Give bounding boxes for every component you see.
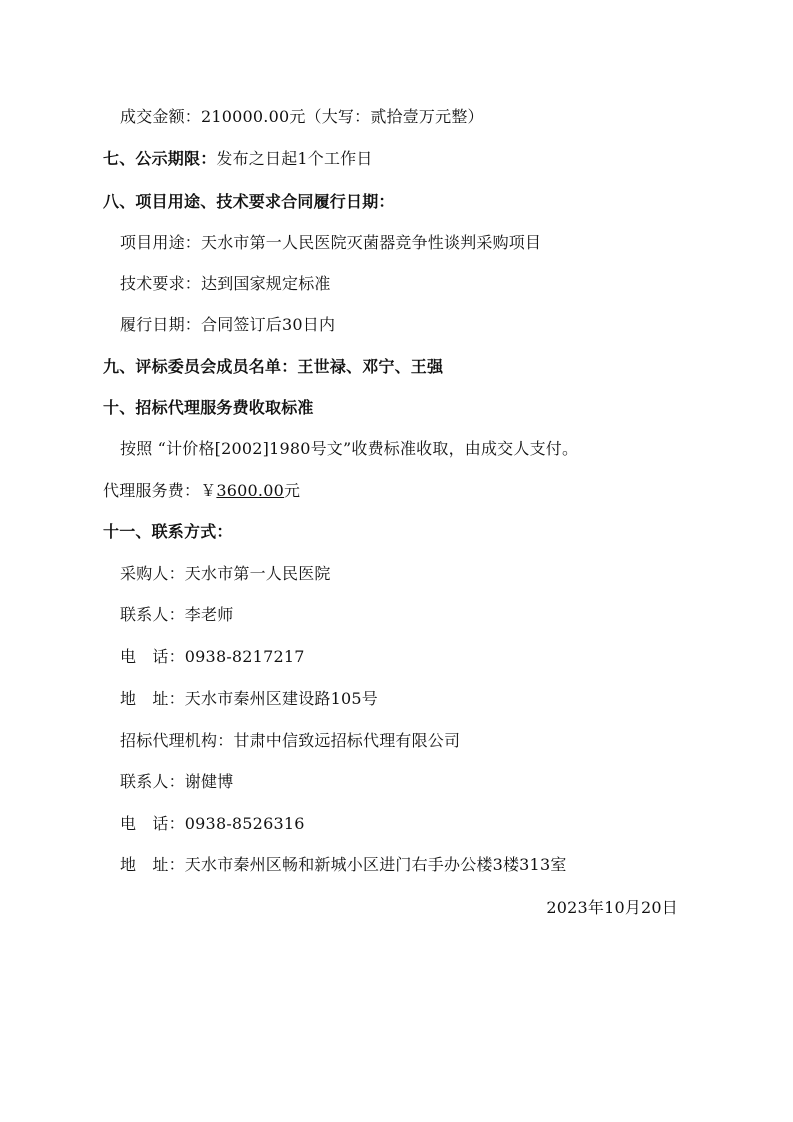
section-8-heading: 八、项目用途、技术要求合同履行日期： [103, 192, 395, 211]
project-purpose: 项目用途：天水市第一人民医院灭菌器竞争性谈判采购项目 [120, 233, 542, 252]
section-10-heading: 十、招标代理服务费收取标准 [103, 398, 314, 417]
section-7-text: 发布之日起1个工作日 [216, 149, 373, 168]
agency-phone: 电 话：0938-8526316 [120, 814, 305, 833]
agency-fee-unit: 元 [283, 481, 301, 500]
fee-standard: 按照 “计价格[2002]1980号文”收费标准收取，由成交人支付。 [120, 439, 579, 458]
section-11-heading: 十一、联系方式： [103, 522, 233, 541]
technical-requirement: 技术要求：达到国家规定标准 [120, 274, 331, 293]
purchaser-contact: 联系人：李老师 [120, 605, 234, 624]
purchaser-phone: 电 话：0938-8217217 [120, 647, 305, 666]
agency-fee [103, 480, 300, 502]
agency-contact: 联系人：谢健博 [120, 772, 234, 791]
agency-address: 地 址：天水市秦州区畅和新城小区进门右手办公楼3楼313室 [120, 855, 567, 874]
agency-fee-label: 代理服务费：￥ [103, 481, 217, 500]
deal-amount: 成交金额：210000.00元（大写：贰拾壹万元整） [120, 107, 484, 126]
section-7 [103, 148, 373, 170]
purchaser-address: 地 址：天水市秦州区建设路105号 [120, 689, 378, 708]
performance-date: 履行日期：合同签订后30日内 [120, 315, 336, 334]
agency-fee-value: 3600.00 [216, 481, 284, 500]
section-7-heading: 七、公示期限： [103, 149, 217, 168]
agency-name: 招标代理机构：甘肃中信致远招标代理有限公司 [120, 731, 461, 750]
section-9-heading: 九、评标委员会成员名单：王世禄、邓宁、王强 [103, 357, 444, 376]
document-date: 2023年10月20日 [546, 898, 678, 917]
purchaser: 采购人：天水市第一人民医院 [120, 564, 331, 583]
